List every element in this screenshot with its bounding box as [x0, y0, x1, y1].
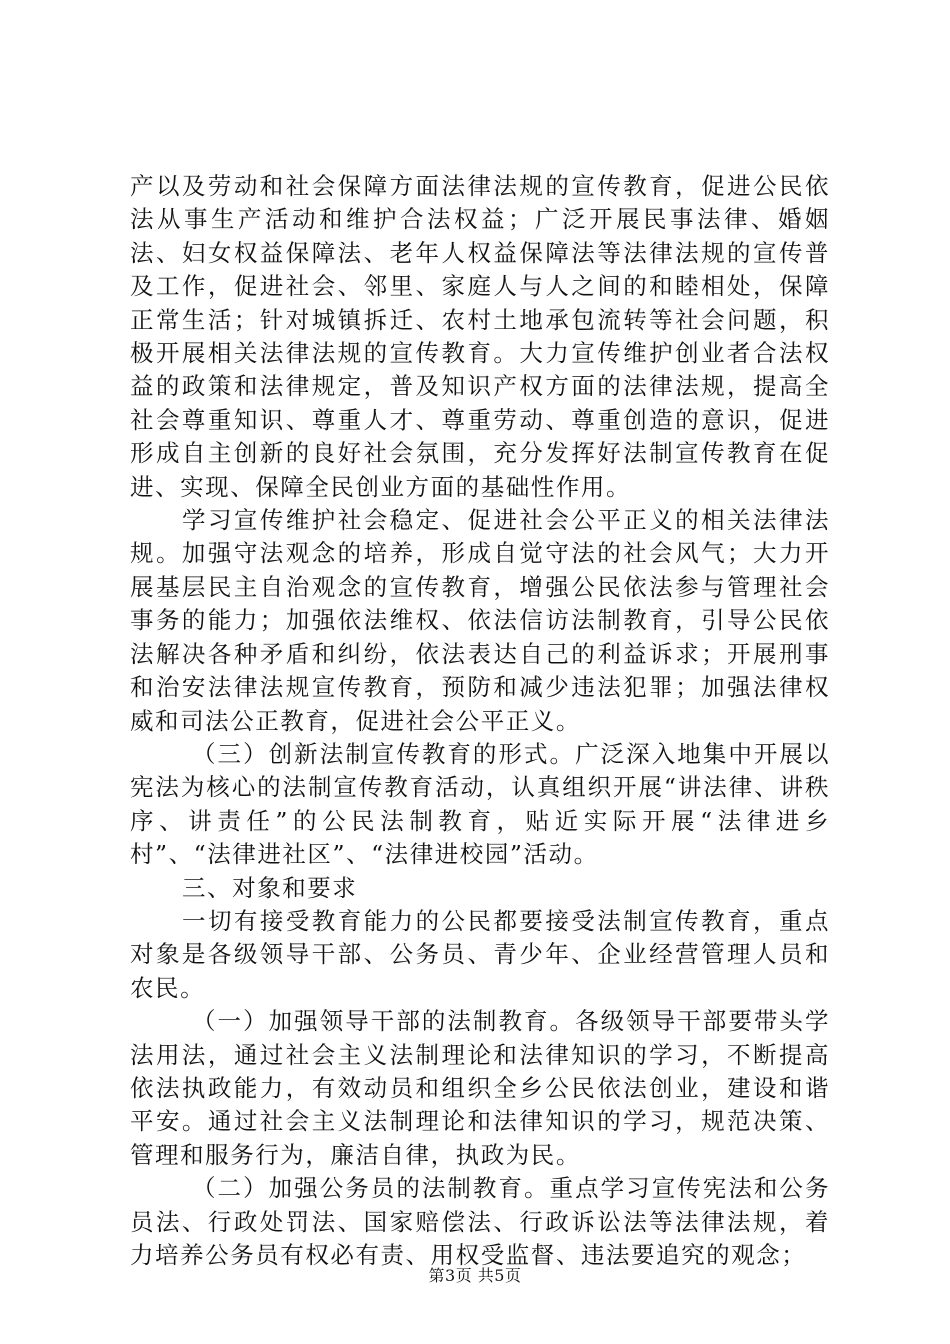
paragraph-3: （三）创新法制宣传教育的形式。广泛深入地集中开展以宪法为核心的法制宣传教育活动，认真组织开展“讲法律、讲秩序、讲责任”的公民法制教育，贴近实际开展“法律进乡村”、“法律进社区”、“法律进校园”活动。 — [130, 739, 830, 869]
paragraph-2: 学习宣传维护社会稳定、促进社会公平正义的相关法律法规。加强守法观念的培养，形成自觉守法的社会风气；大力开展基层民主自治观念的宣传教育，增强公民依法参与管理社会事务的能力；加强依法维权、依法信访法制教育，引导公民依法解决各种矛盾和纠纷，依法表达自己的利益诉求；开展刑事和治安法律法规宣传教育，预防和减少违法犯罪；加强法律权威和司法公正教育，促进社会公平正义。 — [130, 506, 830, 735]
paragraph-1: 产以及劳动和社会保障方面法律法规的宣传教育，促进公民依法从事生产活动和维护合法权益；广泛开展民事法律、婚姻法、妇女权益保障法、老年人权益保障法等法律法规的宣传普及工作，促进社会、邻里、家庭人与人之间的和睦相处，保障正常生活；针对城镇拆迁、农村土地承包流转等社会问题，积极开展相关法律法规的宣传教育。大力宣传维护创业者合法权益的政策和法律规定，普及知识产权方面的法律法规，提高全社会尊重知识、尊重人才、尊重劳动、尊重创造的意识，促进形成自主创新的良好社会氛围，充分发挥好法制宣传教育在促进、实现、保障全民创业方面的基础性作用。 — [130, 172, 830, 501]
paragraph-6: （一）加强领导干部的法制教育。各级领导干部要带头学法用法，通过社会主义法制理论和法律知识的学习，不断提高依法执政能力，有效动员和组织全乡公民依法创业，建设和谐平安。通过社会主义法制理论和法律知识的学习，规范决策、管理和服务行为，廉洁自律，执政为民。 — [130, 1007, 830, 1169]
section-heading: 三、对象和要求 — [182, 873, 358, 902]
page-number-footer: 第3页 共5页 — [428, 1266, 522, 1285]
paragraph-5: 一切有接受教育能力的公民都要接受法制宣传教育，重点对象是各级领导干部、公务员、青少年、企业经营管理人员和农民。 — [130, 906, 830, 1002]
document-body — [130, 170, 830, 1272]
paragraph-7: （二）加强公务员的法制教育。重点学习宣传宪法和公务员法、行政处罚法、国家赔偿法、行政诉讼法等法律法规，着力培养公务员有权必有责、用权受监督、违法要追究的观念； — [130, 1174, 830, 1269]
